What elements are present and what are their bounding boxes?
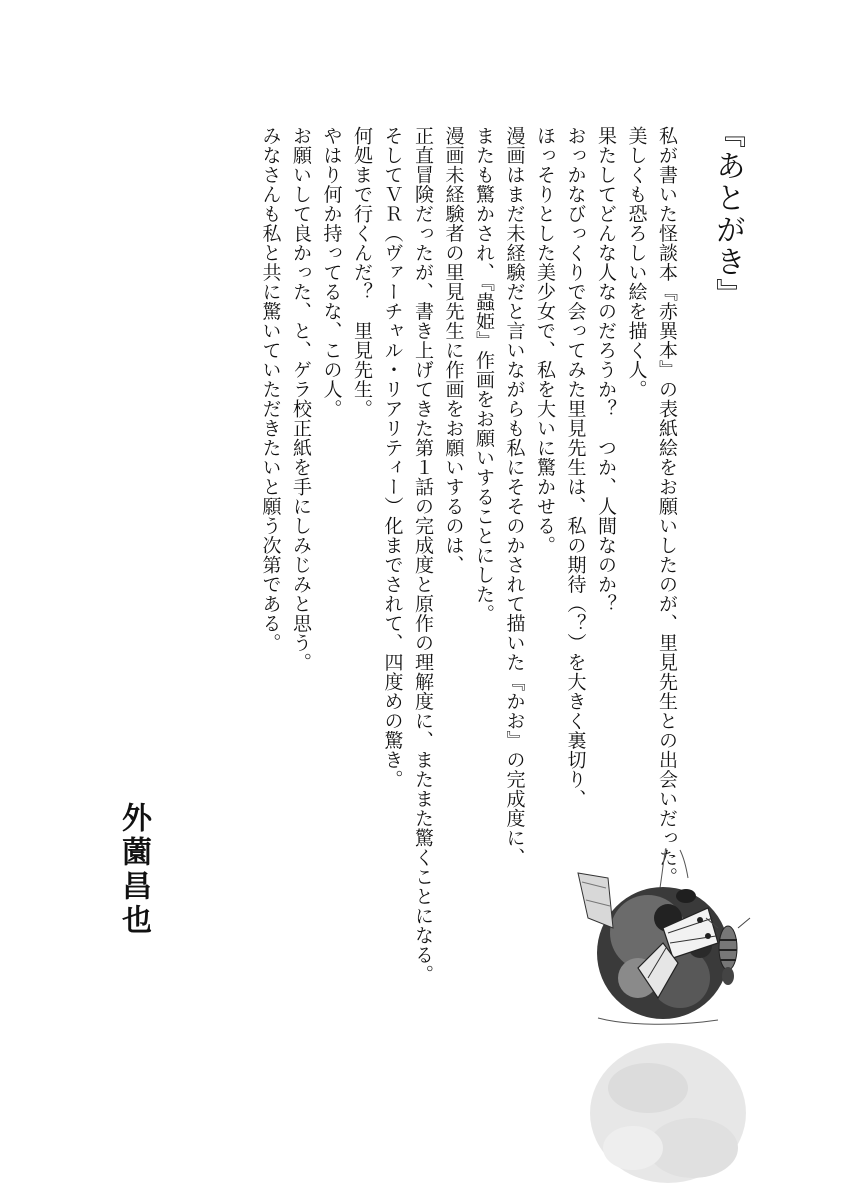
moth-icon <box>578 873 613 928</box>
body-line: 漫画未経験者の里見先生に作画をお願いするのは、 <box>442 126 465 575</box>
author-name: 外薗昌也 <box>116 802 151 938</box>
body-line: ほっそりとした美少女で、私を大いに驚かせる。 <box>534 126 556 555</box>
beetle-icon <box>676 889 696 903</box>
afterword-body <box>255 126 682 984</box>
body-line: おっかなびっくりで会ってみた里見先生は、私の期待（？）を大きく裏切り、 <box>564 126 587 809</box>
afterword-title: 『あとがき』 <box>710 118 745 310</box>
body-line: やはり何か持ってるな、この人。 <box>320 126 343 419</box>
body-line: お願いして良かった、と、ゲラ校正紙を手にしみじみと思う。 <box>290 126 312 672</box>
insect-sphere-illustration <box>568 848 758 1198</box>
body-line: 私が書いた怪談本『赤異本』の表紙絵をお願いしたのが、里見先生との出会いだった。 <box>656 126 678 887</box>
body-line: そしてＶＲ（ヴァーチャル・リアリティー）化までされて、四度めの驚き。 <box>381 126 404 789</box>
body-line: またも驚かされ、『蟲姫』作画をお願いすることにした。 <box>473 126 495 624</box>
body-line: 漫画はまだ未経験だと言いながらも私にそそのかされて描いた『かお』の完成度に、 <box>503 126 526 867</box>
body-line: 果たしてどんな人なのだろうか？ つか、人間なのか？ <box>595 126 617 614</box>
body-line: 正直冒険だったが、書き上げてきた第１話の完成度と原作の理解度に、またまた驚くことになる。 <box>412 126 434 984</box>
body-line: 美しくも恐ろしい絵を描く人。 <box>625 126 648 399</box>
body-line: みなさんも私と共に驚いていただきたいと願う次第である。 <box>259 126 282 653</box>
body-line: 何処まで行くんだ？ 里見先生。 <box>351 126 373 419</box>
reflection-shadow <box>590 1043 746 1183</box>
